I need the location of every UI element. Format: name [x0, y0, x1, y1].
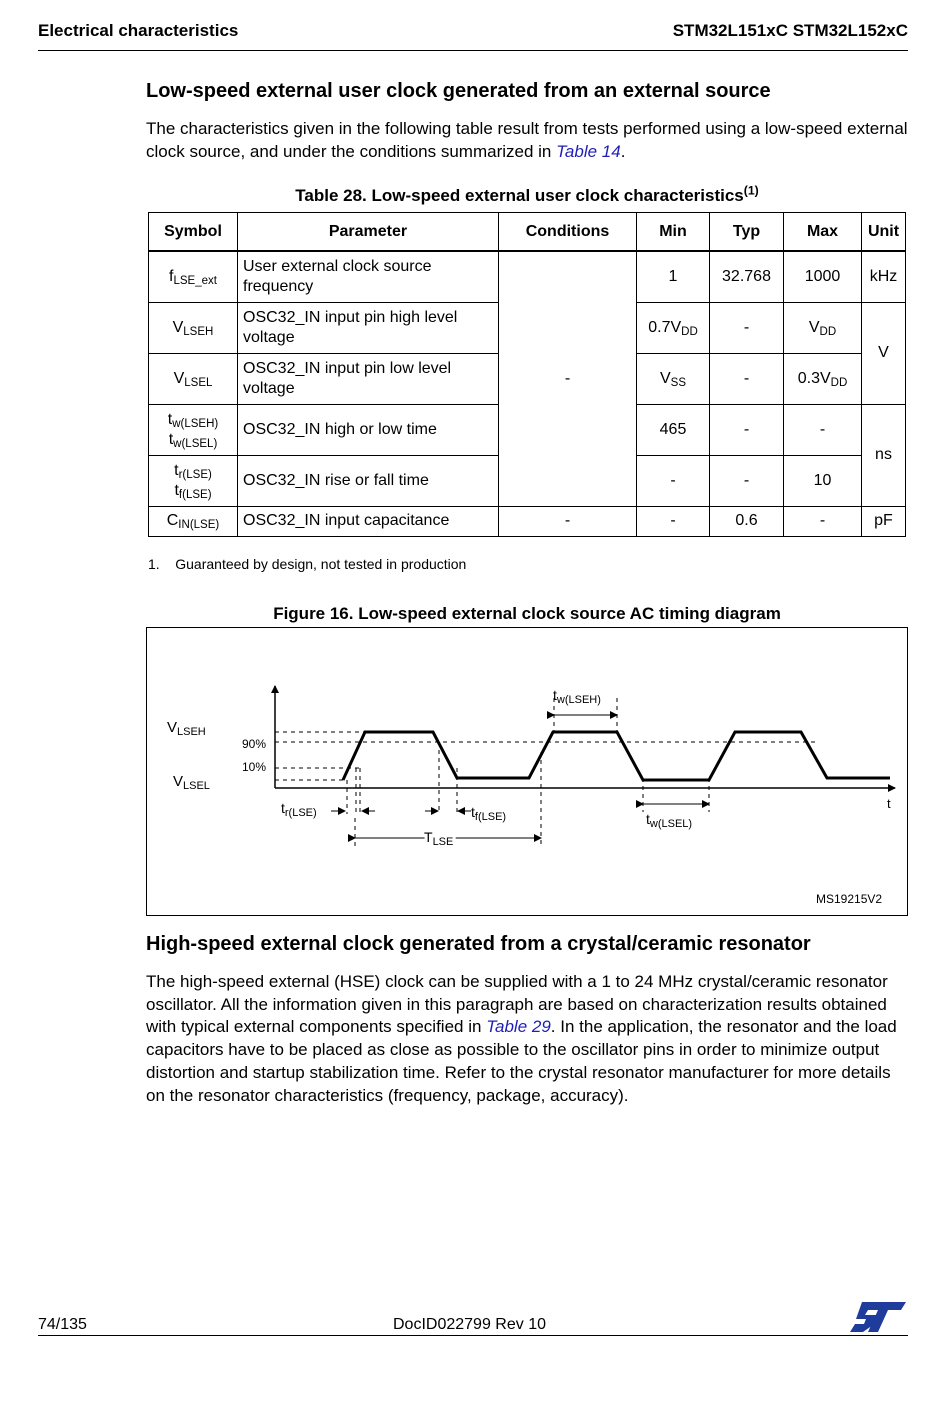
col-header-typ: Typ	[710, 213, 784, 252]
vlsel-label: $V_{LSEL}$	[173, 773, 210, 792]
cell-unit: pF	[862, 506, 906, 536]
cell-max: -	[784, 506, 862, 536]
cell-max: -	[784, 404, 862, 455]
header-section-title: Electrical characteristics	[38, 21, 239, 40]
cell-symbol: $V_{LSEH}$	[149, 302, 238, 353]
paragraph-text: The high-speed external (HSE) clock can be supplied with a 1 to 24 MHz crystal/ceramic resonator oscillator. All the information given in this paragraph are based on characterization results obtained with typical external components specified in	[146, 972, 888, 1037]
cell-parameter: OSC32_IN high or low time	[238, 404, 499, 455]
timing-diagram-svg	[147, 628, 907, 915]
cell-min: -	[637, 506, 710, 536]
cell-max: 1000	[784, 251, 862, 302]
lse-characteristics-table	[148, 212, 906, 537]
cell-parameter: OSC32_IN input pin low level voltage	[238, 353, 499, 404]
col-header-conditions: Conditions	[499, 213, 637, 252]
table-14-link[interactable]: Table 14	[556, 141, 621, 161]
cell-min: -	[637, 455, 710, 506]
cell-parameter: OSC32_IN rise or fall time	[238, 455, 499, 506]
cell-max: $0.3V_{DD}$	[784, 353, 862, 404]
cell-typ: 32.768	[710, 251, 784, 302]
section-title-lse: Low-speed external user clock generated from an external source	[146, 80, 771, 102]
tf-label: $t_{f(LSE)}$	[471, 804, 507, 823]
cell-parameter: OSC32_IN input capacitance	[238, 506, 499, 536]
st-logo-icon	[848, 1300, 906, 1334]
cell-typ: -	[710, 404, 784, 455]
cell-unit-merged-ns: ns	[862, 404, 906, 506]
cell-min: $V_{SS}$	[637, 353, 710, 404]
table-header-row	[149, 213, 906, 252]
pct10-label: 10%	[242, 760, 267, 774]
reference-lines	[275, 698, 815, 846]
tr-label: $t_{r(LSE)}$	[281, 800, 317, 819]
cell-parameter: OSC32_IN input pin high level voltage	[238, 302, 499, 353]
document-id: DocID022799 Rev 10	[393, 1316, 546, 1333]
clock-waveform	[343, 732, 890, 780]
st-logo	[848, 1300, 906, 1339]
col-header-max: Max	[784, 213, 862, 252]
table-row	[149, 506, 906, 536]
table-footnote	[148, 556, 466, 572]
cell-symbol: $f_{LSE\_ext}$	[149, 251, 238, 302]
col-header-min: Min	[637, 213, 710, 252]
header-divider	[38, 50, 908, 51]
paragraph-text-end: .	[620, 141, 626, 161]
header-product-name: STM32L151xC STM32L152xC	[672, 21, 908, 40]
cell-symbol: $t_{w(LSEH)}$ $t_{w(LSEL)}$	[149, 404, 238, 455]
cell-unit-merged-v: V	[862, 302, 906, 404]
t-axis-label: t	[887, 796, 891, 811]
page-number: 74/135	[38, 1316, 87, 1333]
section-hse-paragraph	[146, 971, 911, 1107]
table-caption-footnote-ref: (1)	[743, 183, 759, 198]
cell-max: 10	[784, 455, 862, 506]
section-lse-paragraph	[146, 118, 911, 163]
figure-reference: MS19215V2	[816, 892, 883, 906]
cell-symbol: $t_{r(LSE)}$ $t_{f(LSE)}$	[149, 455, 238, 506]
table-row	[149, 251, 906, 302]
tw-lseh-label: $t_{w(LSEH)}$	[553, 687, 601, 706]
pct90-label: 90%	[242, 737, 267, 751]
cell-max: $V_{DD}$	[784, 302, 862, 353]
cell-typ: -	[710, 353, 784, 404]
cell-symbol: $V_{LSEL}$	[149, 353, 238, 404]
table-29-link[interactable]: Table 29	[486, 1017, 551, 1037]
paragraph-text: The characteristics given in the following table result from tests performed using a low-speed external clock source, and under the conditions summarized in	[146, 119, 908, 161]
tlse-label: $T_{LSE}$	[424, 829, 454, 848]
vlseh-label: $V_{LSEH}$	[167, 719, 206, 738]
cell-min: 465	[637, 404, 710, 455]
cell-min: $0.7V_{DD}$	[637, 302, 710, 353]
cell-parameter: User external clock source frequency	[238, 251, 499, 302]
table-caption-text: Table 28. Low-speed external user clock characteristics	[295, 186, 744, 205]
cell-symbol: $C_{IN(LSE)}$	[149, 506, 238, 536]
footnote-text: Guaranteed by design, not tested in production	[175, 556, 467, 572]
footnote-number: 1.	[148, 556, 160, 572]
tw-lsel-label: $t_{w(LSEL)}$	[646, 811, 693, 830]
col-header-parameter: Parameter	[238, 213, 499, 252]
section-title-hse: High-speed external clock generated from a crystal/ceramic resonator	[146, 933, 811, 955]
col-header-unit: Unit	[862, 213, 906, 252]
table-caption	[146, 183, 908, 206]
col-header-symbol: Symbol	[149, 213, 238, 252]
figure-caption: Figure 16. Low-speed external clock source AC timing diagram	[273, 604, 781, 623]
timing-diagram	[146, 627, 908, 916]
cell-unit: kHz	[862, 251, 906, 302]
paragraph-text-end: . In the application, the resonator and the load capacitors have to be placed as close as possible to the oscillator pins in order to minimize output distortion and startup stabilization time. Refer to the crystal resonator manufacturer for more details on the resonator characteristics (frequency, package, accuracy).	[146, 1017, 897, 1105]
cell-typ: 0.6	[710, 506, 784, 536]
cell-conditions-merged: -	[499, 251, 637, 506]
cell-typ: -	[710, 455, 784, 506]
cell-typ: -	[710, 302, 784, 353]
cell-min: 1	[637, 251, 710, 302]
cell-conditions: -	[499, 506, 637, 536]
footer-divider	[38, 1335, 908, 1336]
